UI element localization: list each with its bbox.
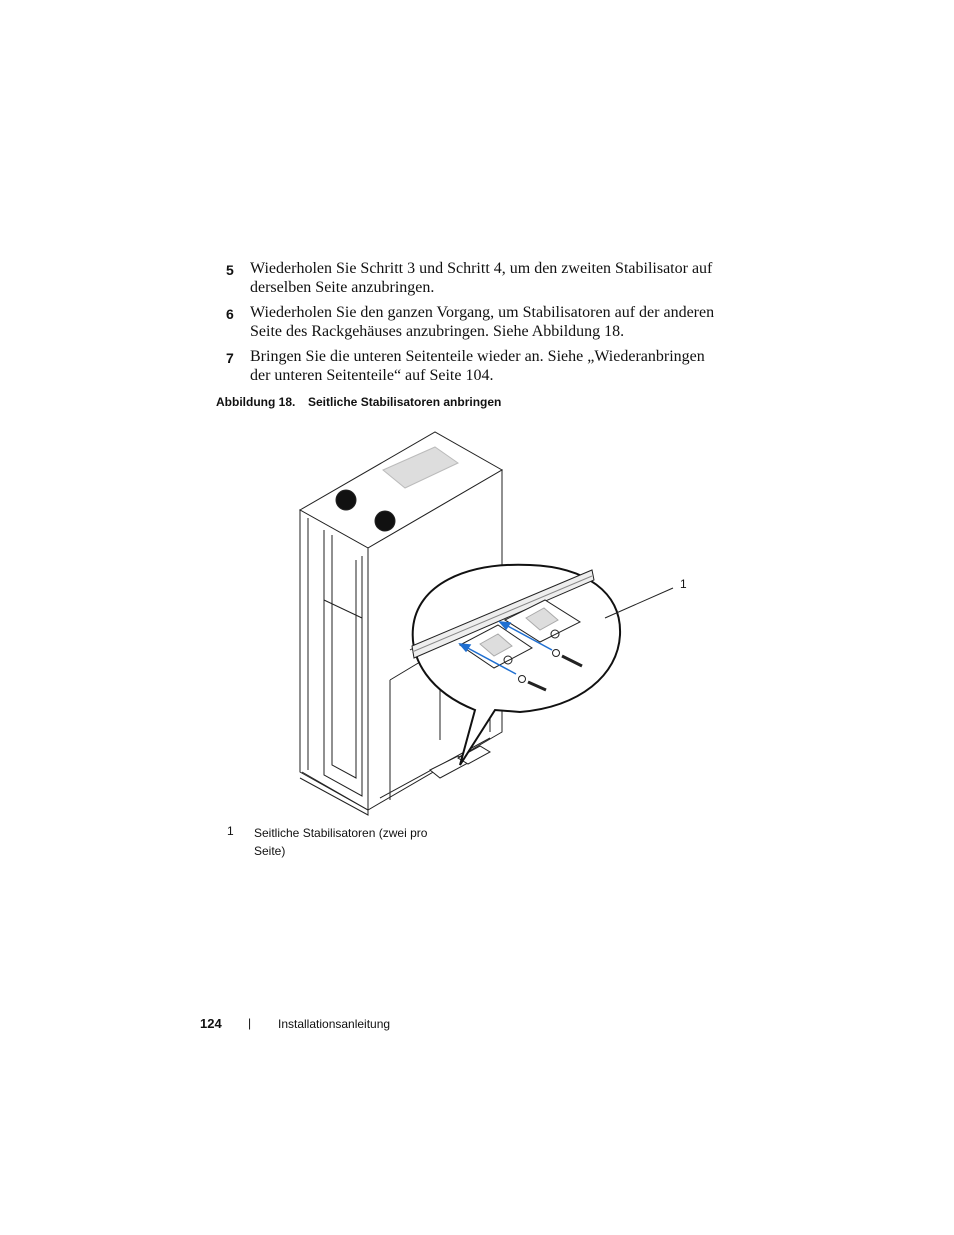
figure-label: Abbildung 18. xyxy=(216,395,296,409)
legend-number: 1 xyxy=(227,824,234,838)
figure-title: Seitliche Stabilisatoren anbringen xyxy=(308,395,502,409)
figure-caption xyxy=(216,395,501,409)
step-text: Bringen Sie die unteren Seitenteile wieder an. Siehe „Wiederanbringen der unteren Seitenteile“ auf Seite 104. xyxy=(250,348,705,384)
rack-stabilizer-illustration xyxy=(280,420,710,820)
cable-hole xyxy=(336,490,356,510)
legend-text: Seitliche Stabilisatoren (zwei pro Seite) xyxy=(254,826,428,858)
footer-title: Installationsanleitung xyxy=(278,1017,391,1031)
step-text: Wiederholen Sie den ganzen Vorgang, um Stabilisatoren auf der anderen Seite des Rackgehäuses anzubringen. Siehe Abbildung 18. xyxy=(250,304,715,340)
step-number: 5 xyxy=(226,262,234,278)
callout-number: 1 xyxy=(680,577,687,591)
step-number: 7 xyxy=(226,350,234,366)
footer-separator: | xyxy=(248,1016,252,1030)
callout-leader xyxy=(605,588,673,618)
step-text: Wiederholen Sie Schritt 3 und Schritt 4, um den zweiten Stabilisator auf derselben Seite anzubringen. xyxy=(250,260,713,296)
page-number: 124 xyxy=(200,1016,222,1031)
cable-hole xyxy=(375,511,395,531)
step-number: 6 xyxy=(226,306,234,322)
rack-front xyxy=(300,510,368,810)
